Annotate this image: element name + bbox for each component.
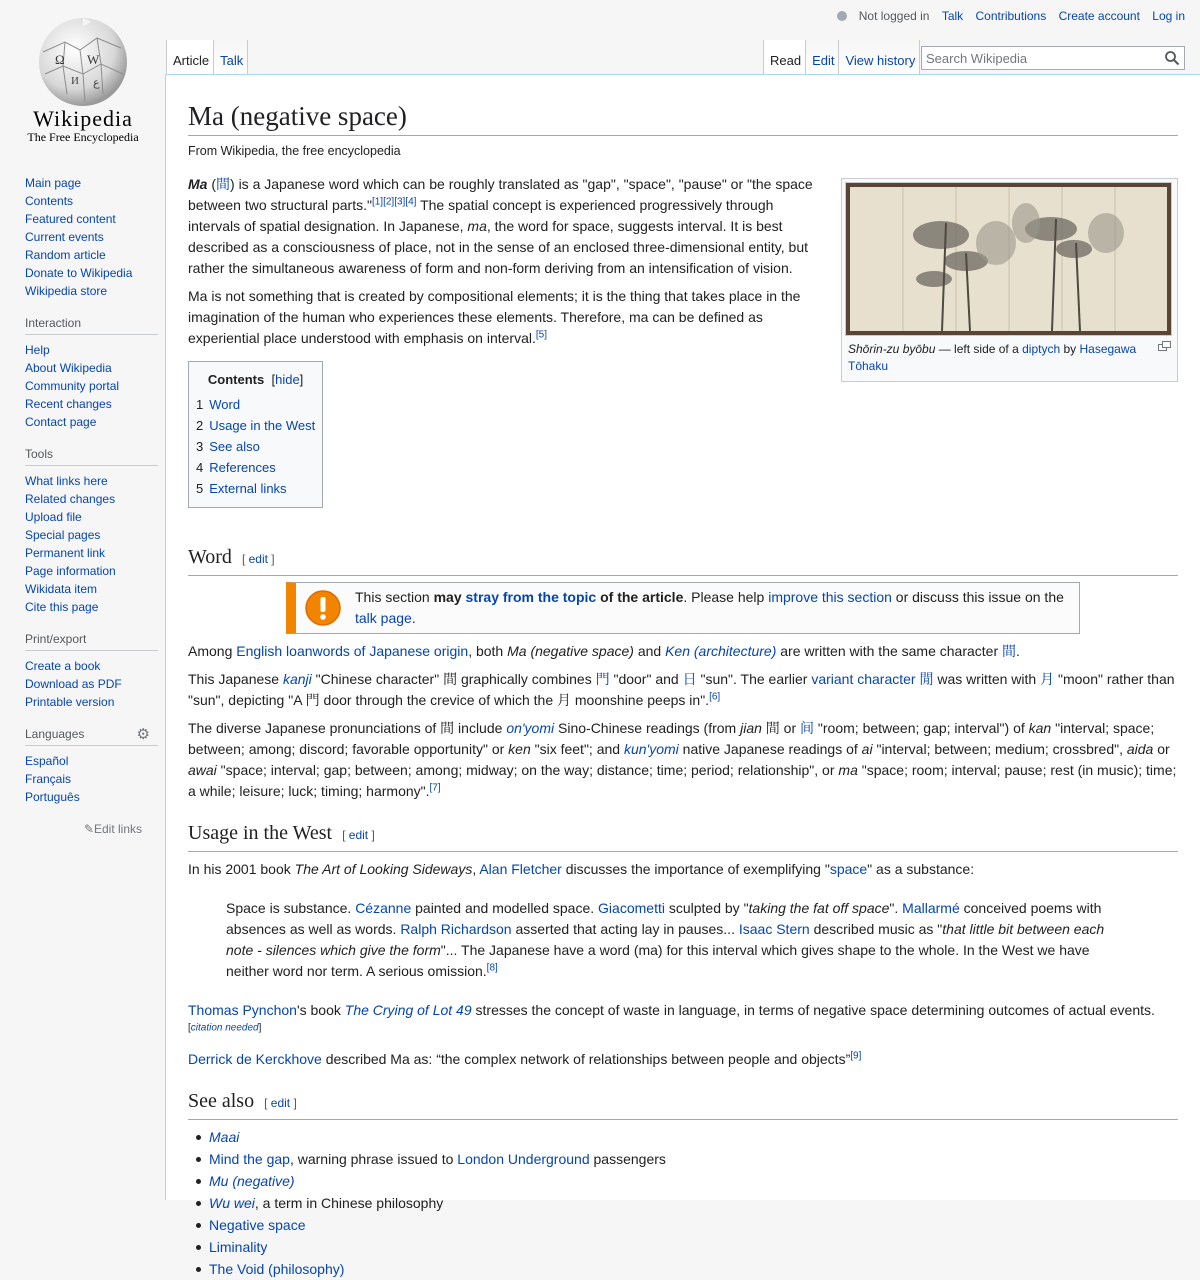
talk-page-link[interactable]: talk page (355, 610, 412, 626)
ref-4[interactable]: [4] (405, 196, 417, 208)
toc-item-word[interactable] (196, 394, 315, 415)
toc-num: 4 (196, 460, 204, 475)
section-edit: [ edit ] (342, 828, 375, 842)
char-link[interactable]: 間 (1002, 643, 1017, 659)
loanwords-link[interactable]: English loanwords of Japanese origin (236, 643, 469, 659)
onyomi-link[interactable]: on'yomi (506, 720, 555, 736)
fletcher-quote: Space is substance. Cézanne painted and modelled space. Giacometti sculpted by "taking the fat off space". Mallarmé conceived poems with absences as well as words. Ralph Richardson asserted that acting lay in pauses... Isaac Stern described music as "that little bit between each note - silences which give the form"... The Japanese have a word (ma) for this interval which gives shape to the whole. In the West we have neither word nor term. A serious omission.[8] (226, 900, 1105, 979)
warning-text-1: This section (355, 589, 434, 605)
tab-talk[interactable] (213, 40, 248, 74)
toc-label: External links (209, 481, 287, 496)
toc-num: 1 (196, 397, 204, 412)
ref-2[interactable]: [2] (383, 196, 395, 208)
toc-item-external-links[interactable] (196, 478, 315, 499)
crying-of-lot-49-link[interactable]: The Crying of Lot 49 (344, 1002, 472, 1018)
section-heading-word (188, 544, 1178, 576)
tab-edit[interactable] (805, 40, 838, 74)
sidebar-item-lang-es[interactable]: Español (25, 754, 69, 768)
sidebar-interaction (0, 316, 166, 431)
see-also-liminality-link[interactable]: Liminality (209, 1239, 268, 1255)
toc-title: Contents [hide] (207, 372, 304, 387)
personal-tools (828, 9, 1185, 23)
see-also-list (188, 1126, 1178, 1280)
toc-hide-link[interactable]: hide (275, 372, 300, 387)
log-in-link[interactable]: Log in (1152, 9, 1185, 23)
tab-view-history[interactable] (838, 40, 920, 74)
list-item (209, 1236, 1178, 1258)
ralph-richardson-link[interactable]: Ralph Richardson (400, 921, 512, 937)
tab-article[interactable] (166, 40, 213, 74)
toc-label: See also (209, 439, 260, 454)
svg-text:W: W (87, 52, 100, 67)
create-account-link[interactable]: Create account (1058, 9, 1140, 23)
sidebar-item-permanent-link[interactable]: Permanent link (25, 546, 106, 560)
ref-7[interactable]: [7] (429, 782, 441, 794)
sidebar-item-printable-version[interactable]: Printable version (25, 695, 115, 709)
usage-paragraph-1: In his 2001 book The Art of Looking Sideways, Alan Fletcher discusses the importance of exemplifying "space" as a substance: (188, 861, 975, 877)
section-edit: [ edit ] (264, 1096, 297, 1110)
jian-char-link[interactable]: 间 (800, 720, 815, 736)
sidebar-languages (0, 727, 166, 806)
svg-text:Ω: Ω (55, 52, 65, 67)
section-title: Word (188, 546, 232, 568)
sidebar-item-store[interactable]: Wikipedia store (25, 284, 108, 298)
edit-section-link[interactable]: edit (270, 1096, 291, 1110)
warning-bold-1: may (433, 589, 466, 605)
improve-section-link[interactable]: improve this section (768, 589, 892, 605)
giacometti-link[interactable]: Giacometti (598, 900, 665, 916)
sidebar-item-special-pages[interactable]: Special pages (25, 528, 101, 542)
sidebar-item-download-pdf[interactable]: Download as PDF (25, 677, 122, 691)
list-item (209, 1258, 1178, 1280)
search-icon[interactable] (1164, 50, 1180, 66)
sidebar-item-cite-this-page[interactable]: Cite this page (25, 600, 99, 614)
sidebar-item-recent-changes[interactable]: Recent changes (25, 397, 112, 411)
personal-contributions-link[interactable]: Contributions (975, 9, 1047, 23)
main-content (165, 74, 1200, 1277)
sidebar-item-contact[interactable]: Contact page (25, 415, 97, 429)
ken-link[interactable]: Ken (architecture) (665, 643, 777, 659)
ref-9[interactable]: [9] (850, 1050, 862, 1062)
tab-article-label: Article (173, 53, 210, 68)
section-edit: [ edit ] (241, 552, 275, 566)
list-item (209, 1214, 1178, 1236)
toc-item-usage[interactable] (196, 415, 315, 436)
see-also-void-link[interactable]: The Void (philosophy) (209, 1261, 345, 1277)
thomas-pynchon-link[interactable]: Thomas Pynchon (188, 1002, 297, 1018)
variant-char-link[interactable]: 閒 (919, 671, 934, 687)
enlarge-icon[interactable] (1158, 341, 1171, 351)
sidebar-item-page-information[interactable]: Page information (25, 564, 116, 578)
personal-talk-link[interactable]: Talk (941, 9, 964, 23)
cezanne-link[interactable]: Cézanne (355, 900, 412, 916)
london-underground-link[interactable]: London Underground (457, 1151, 590, 1167)
warning-icon (304, 589, 342, 627)
kanji-link[interactable]: kanji (282, 671, 312, 687)
gear-icon[interactable]: ⚙ (136, 726, 150, 743)
tab-talk-label: Talk (220, 53, 244, 68)
list-item (209, 1148, 1178, 1170)
tab-read-label: Read (770, 53, 802, 68)
sidebar-item-related-changes[interactable]: Related changes (25, 492, 116, 506)
search-box (921, 46, 1185, 70)
sidebar (0, 170, 166, 836)
sidebar-item-featured-content[interactable]: Featured content (25, 212, 116, 226)
see-also-wu-wei-link[interactable]: Wu wei (209, 1195, 255, 1211)
see-also-mind-the-gap-link[interactable]: Mind the gap (209, 1151, 290, 1167)
see-also-maai-link[interactable]: Maai (209, 1129, 240, 1145)
caption-text: — left side of a (935, 342, 1023, 356)
space-link[interactable]: space (829, 861, 868, 877)
section-heading-see-also (188, 1088, 1178, 1120)
sidebar-item-wikidata-item[interactable]: Wikidata item (25, 582, 98, 596)
user-icon (837, 11, 847, 21)
sidebar-print-export (0, 632, 166, 711)
stray-topic-link[interactable]: stray from the topic (465, 589, 597, 605)
list-item (209, 1170, 1178, 1192)
sidebar-item-community-portal[interactable]: Community portal (25, 379, 120, 393)
toc-num: 5 (196, 481, 204, 496)
warning-text (355, 587, 1069, 629)
sidebar-item-main-page[interactable]: Main page (25, 176, 82, 190)
word-paragraph-1: Among English loanwords of Japanese origin, both Ma (negative space) and Ken (architecture) are written with the same character 間. (188, 643, 1020, 659)
section-title: Usage in the West (188, 822, 333, 844)
sidebar-item-donate[interactable]: Donate to Wikipedia (25, 266, 133, 280)
sidebar-heading-interaction: Interaction (25, 316, 158, 335)
sidebar-item-about[interactable]: About Wikipedia (25, 361, 112, 375)
list-item (209, 1126, 1178, 1148)
intro-paragraph-1: Ma (間) is a Japanese word which can be roughly translated as "gap", "space", "pause" or "the space between two structural parts."[1][2][3][4] The spatial concept is experienced progressively through intervals of spatial designation. In Japanese, ma, the word for space, suggests interval. It is best described as a consciousness of place, not in the sense of an enclosed three-dimensional entity, but rather the simultaneous awareness of form and non-form deriving from an intensification of vision. (188, 176, 813, 276)
sidebar-navigation (0, 170, 166, 300)
sidebar-heading-print: Print/export (25, 632, 158, 651)
sidebar-item-current-events[interactable]: Current events (25, 230, 104, 244)
painting-image[interactable] (845, 182, 1172, 336)
tab-read[interactable] (763, 40, 805, 74)
sun-char-link[interactable]: 日 (682, 671, 697, 687)
folding-screen-painting (846, 183, 1171, 335)
svg-text:И: И (71, 75, 79, 87)
view-tabs (763, 40, 920, 74)
moon-char-link[interactable]: 月 (1040, 671, 1055, 687)
site-subtitle: From Wikipedia, the free encyclopedia (188, 144, 401, 158)
namespace-tabs (166, 40, 248, 74)
ref-6[interactable]: [6] (709, 691, 721, 703)
svg-text:ع: ع (93, 77, 100, 89)
citation-needed-link[interactable]: citation needed (190, 1022, 259, 1034)
tab-edit-label: Edit (812, 53, 835, 68)
sidebar-item-lang-fr[interactable]: Français (25, 772, 72, 786)
edit-links-label: Edit links (93, 822, 142, 836)
toc-num: 2 (196, 418, 204, 433)
sidebar-item-what-links-here[interactable]: What links here (25, 474, 108, 488)
see-also-negative-space-link[interactable]: Negative space (209, 1217, 306, 1233)
toc-list (196, 394, 315, 499)
sidebar-item-contents[interactable]: Contents (25, 194, 74, 208)
kanji-ma-link[interactable]: 間 (216, 176, 231, 192)
page-title: Ma (negative space) (188, 99, 1178, 136)
topic-warning-box (286, 582, 1080, 634)
caption-by: by (1060, 342, 1080, 356)
sidebar-item-create-book[interactable]: Create a book (25, 659, 101, 673)
word-paragraph-3: The diverse Japanese pronunciations of 間 include on'yomi Sino-Chinese readings (from jian 間 or 间 "room; between; gap; interval") of kan "interval; space; between; among; discord; favorable opportunity" or ken "six feet"; and kun'yomi native Japanese readings of ai "interval; between; medium; crossbred", aida or awai "space; interval; gap; between; among; midway; on the way; distance; time; period; relationship", or ma "space; room; interval; pause; rest (in music); time; a while; leisure; luck; timing; harmony".[7] (188, 720, 1177, 799)
usage-paragraph-2: Thomas Pynchon's book The Crying of Lot 49 stresses the concept of waste in language, in terms of negative space determining outcomes of actual events.[citation needed] (188, 1002, 1155, 1034)
warning-text-4: . (411, 610, 416, 626)
ref-1[interactable]: [1] (371, 196, 384, 208)
search-input[interactable] (926, 48, 1156, 68)
see-also-mu-link[interactable]: Mu (negative) (209, 1173, 295, 1189)
sidebar-item-upload-file[interactable]: Upload file (25, 510, 82, 524)
list-item-text: passengers (589, 1151, 666, 1167)
variant-character-link[interactable]: variant character (811, 671, 916, 687)
warning-text-3: or discuss this issue on the (891, 589, 1064, 605)
table-of-contents (188, 361, 323, 508)
sidebar-item-lang-pt[interactable]: Português (25, 790, 80, 804)
sidebar-tools (0, 447, 166, 616)
ref-8[interactable]: [8] (486, 962, 498, 974)
section-heading-usage (188, 820, 1178, 852)
door-char-link[interactable]: 門 (595, 671, 610, 687)
tab-history-label: View history (845, 53, 916, 68)
warning-text-2: . Please help (683, 589, 769, 605)
pencil-icon: ✎ (83, 822, 94, 836)
toc-label: Usage in the West (209, 418, 316, 433)
globe-icon (35, 12, 131, 108)
usage-paragraph-3: Derrick de Kerckhove described Ma as: “the complex network of relationships between people and objects”[9] (188, 1050, 862, 1067)
not-logged-in-status (828, 9, 930, 23)
toc-num: 3 (196, 439, 204, 454)
mallarme-link[interactable]: Mallarmé (902, 900, 960, 916)
edit-section-link[interactable]: edit (248, 552, 268, 566)
wikipedia-logo[interactable] (0, 0, 166, 160)
toc-heading: Contents (207, 372, 265, 387)
edit-section-link[interactable]: edit (348, 828, 369, 842)
ref-3[interactable]: [3] (394, 196, 406, 208)
list-item (209, 1192, 1178, 1214)
kunyomi-link[interactable]: kun'yomi (623, 741, 679, 757)
toc-item-see-also[interactable] (196, 436, 315, 457)
list-item-text: , a term in Chinese philosophy (254, 1195, 444, 1211)
caption-italic: Shōrin-zu byōbu (848, 342, 936, 356)
derrick-de-kerckhove-link[interactable]: Derrick de Kerckhove (188, 1051, 322, 1067)
list-item-text: , warning phrase issued to (289, 1151, 458, 1167)
word-paragraph-2: This Japanese kanji "Chinese character" 間 graphically combines 門 "door" and 日 "sun". The earlier variant character 閒 was written with 月 "moon" rather than "sun", depicting "A 門 door through the crevice of which the 月 moonshine peeps in".[6] (188, 671, 1175, 708)
sidebar-heading-languages: Languages (25, 727, 158, 746)
section-title: See also (188, 1090, 255, 1112)
wordmark: Wikipedia (33, 106, 133, 131)
toc-label: Word (209, 397, 241, 412)
tagline: The Free Encyclopedia (27, 130, 139, 144)
intro-paragraph-2: Ma is not something that is created by compositional elements; it is the thing that takes place in the imagination of the human who experiences these elements. Therefore, ma can be defined as experiential place understood with emphasis on interval.[5] (188, 288, 801, 346)
ref-5[interactable]: [5] (535, 329, 547, 341)
status-text: Not logged in (858, 9, 930, 23)
isaac-stern-link[interactable]: Isaac Stern (738, 921, 810, 937)
alan-fletcher-link[interactable]: Alan Fletcher (479, 861, 562, 877)
sidebar-item-random-article[interactable]: Random article (25, 248, 106, 262)
sidebar-heading-tools: Tools (25, 447, 158, 466)
thumbnail (841, 178, 1178, 382)
thumbnail-caption (845, 336, 1174, 378)
toc-item-references[interactable] (196, 457, 315, 478)
warning-bold-2: of the article (596, 589, 684, 605)
diptych-link[interactable]: diptych (1022, 342, 1061, 356)
toc-label: References (209, 460, 276, 475)
sidebar-item-help[interactable]: Help (25, 343, 50, 357)
hasegawa-link[interactable]: Hasegawa Tōhaku (848, 342, 1137, 373)
edit-links[interactable] (0, 822, 166, 836)
